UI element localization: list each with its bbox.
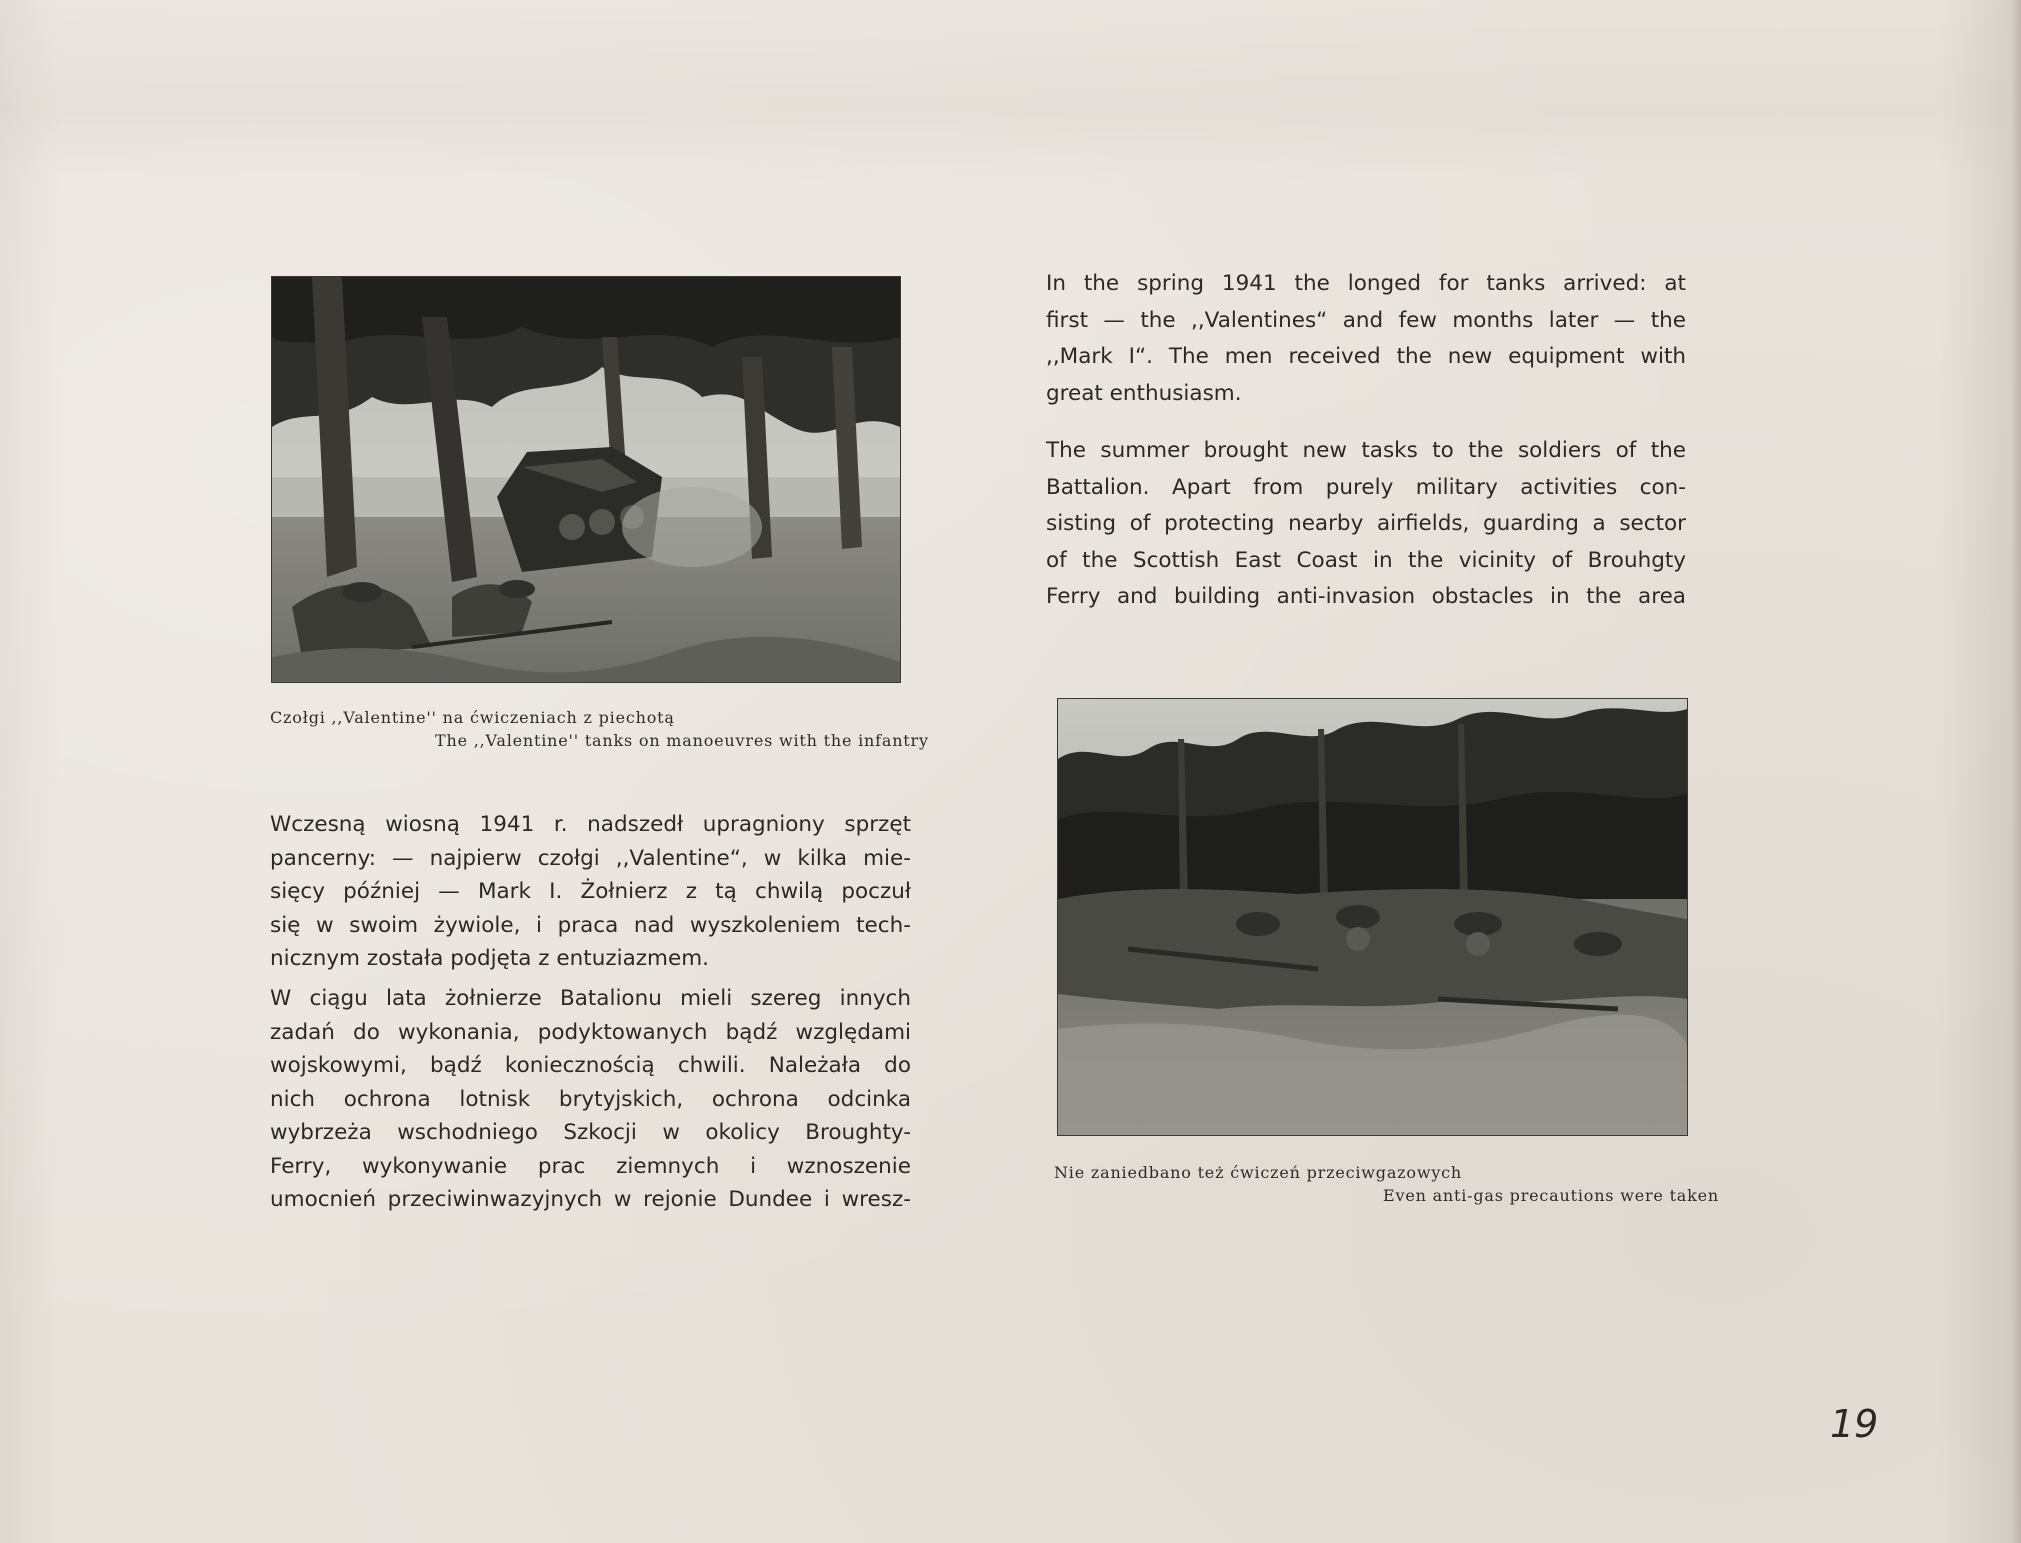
- text-line: W ciągu lata żołnierze Batalionu mieli szereg innych: [270, 986, 911, 1011]
- anti-gas-exercise-photo: [1057, 698, 1688, 1136]
- text-line: sięcy później — Mark I. Żołnierz z tą chwilą poczuł: [270, 879, 911, 904]
- page-edge-shading: [2011, 0, 2021, 1543]
- text-line: nich ochrona lotnisk brytyjskich, ochrona odcinka: [270, 1086, 911, 1112]
- text-line: Wczesną wiosną 1941 r. nadszedł upragniony sprzęt: [270, 812, 911, 837]
- valentine-tanks-photo: [271, 276, 901, 683]
- text-line: In the spring 1941 the longed for tanks arrived: at: [1046, 271, 1686, 296]
- page-number: 19: [1830, 1402, 1879, 1446]
- text-line: Ferry and building anti-invasion obstacles in the area: [1046, 584, 1686, 609]
- text-line: Ferry, wykonywanie prac ziemnych i wznoszenie: [270, 1153, 911, 1179]
- text-line: of the Scottish East Coast in the vicinity of Brouhgty: [1046, 547, 1686, 573]
- text-line: Battalion. Apart from purely military activities con-: [1046, 474, 1686, 500]
- english-paragraph-2: [1046, 433, 1686, 616]
- text-line: umocnień przeciwinwazyjnych w rejonie Dundee i wresz-: [270, 1187, 911, 1212]
- paper-fold-shading: [0, 0, 2021, 180]
- polish-paragraph-1: [270, 808, 911, 976]
- gas-caption-polish: Nie zaniedbano też ćwiczeń przeciwgazowych: [1054, 1163, 1463, 1182]
- text-line: great enthusiasm.: [1046, 380, 1242, 406]
- tanks-caption-english: The ,,Valentine'' tanks on manoeuvres with the infantry: [435, 731, 929, 750]
- gas-caption-english: Even anti-gas precautions were taken: [1383, 1186, 1720, 1205]
- text-line: zadań do wykonania, podyktowanych bądź względami: [270, 1019, 911, 1045]
- text-line: sisting of protecting nearby airfields, guarding a sector: [1046, 511, 1686, 536]
- text-line: ,,Mark I“. The men received the new equipment with: [1046, 344, 1686, 369]
- tanks-caption-polish: Czołgi ,,Valentine'' na ćwiczeniach z piechotą: [270, 708, 675, 727]
- text-line: nicznym została podjęta z entuziazmem.: [270, 946, 709, 971]
- text-line: The summer brought new tasks to the soldiers of the: [1046, 438, 1686, 463]
- polish-paragraph-2: [270, 982, 911, 1217]
- text-line: first — the ,,Valentines“ and few months later — the: [1046, 307, 1686, 333]
- text-line: pancerny: — najpierw czołgi ,,Valentine“, w kilka mie-: [270, 845, 911, 871]
- text-line: się w swoim żywiole, i praca nad wyszkoleniem tech-: [270, 912, 911, 938]
- text-line: wybrzeża wschodniego Szkocji w okolicy Broughty-: [270, 1120, 911, 1145]
- english-paragraph-1: [1046, 266, 1686, 412]
- text-line: wojskowymi, bądź koniecznością chwili. Należała do: [270, 1053, 911, 1078]
